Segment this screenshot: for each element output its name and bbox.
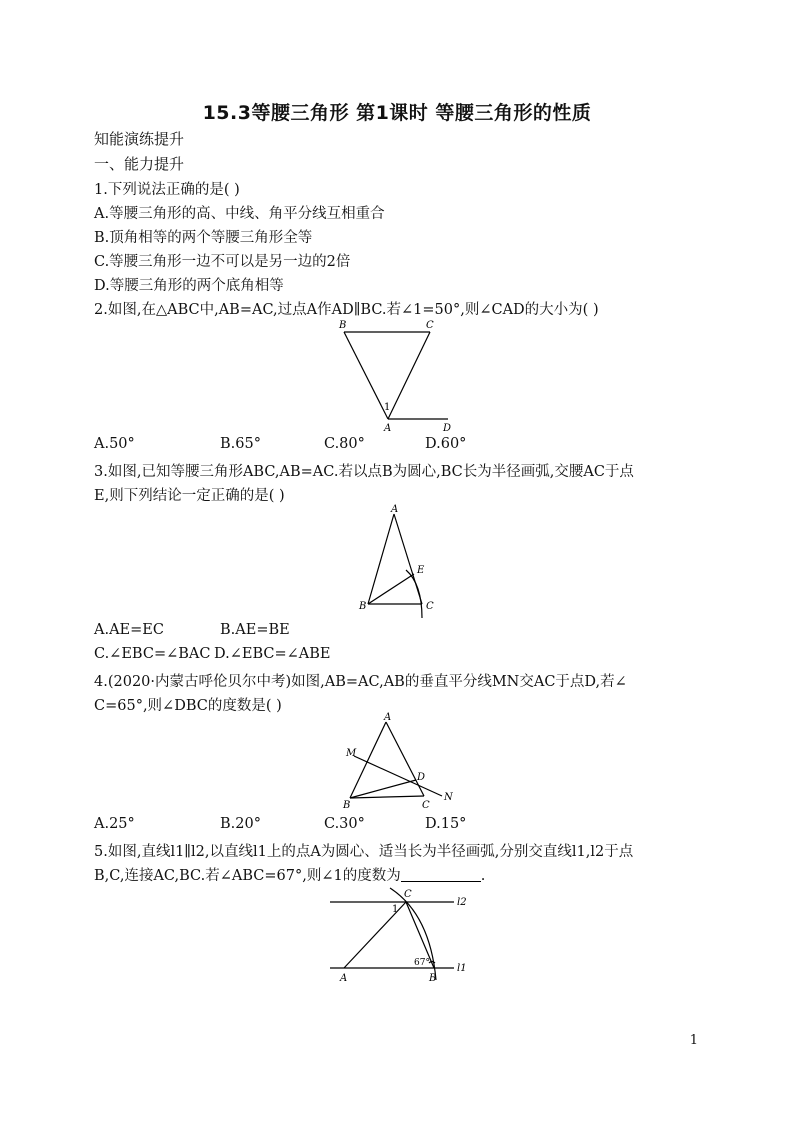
q5-stem-end: . bbox=[480, 868, 486, 884]
subsection-heading: 一、能力提升 bbox=[94, 155, 185, 173]
q3-label-c: C bbox=[426, 601, 434, 612]
q5-label-c: C bbox=[404, 889, 412, 900]
q1-option-d: D.等腰三角形的两个底角相等 bbox=[94, 278, 284, 294]
q4-option-a: A.25° bbox=[94, 816, 135, 832]
q4-label-b: B bbox=[343, 800, 351, 811]
q4-stem-line1: 4.(2020·内蒙古呼伦贝尔中考)如图,AB=AC,AB的垂直平分线MN交AC于点D,若∠ bbox=[94, 674, 627, 690]
q2-label-d: D bbox=[443, 423, 452, 434]
q2-label-angle1: 1 bbox=[384, 402, 391, 413]
q5-figure bbox=[326, 884, 476, 986]
q4-label-d: D bbox=[417, 772, 426, 783]
q2-label-a: A bbox=[384, 423, 392, 434]
q4-figure bbox=[338, 710, 458, 814]
q5-label-l1: l1 bbox=[457, 963, 467, 974]
q3-label-a: A bbox=[391, 504, 399, 515]
q5-label-a: A bbox=[340, 973, 348, 984]
q2-segment-ab bbox=[344, 332, 391, 419]
q5-stem-line2 bbox=[94, 864, 485, 885]
q2-figure bbox=[330, 316, 460, 434]
q3-label-e: E bbox=[417, 565, 425, 576]
q4-label-c: C bbox=[422, 800, 430, 811]
q5-stem-line1: 5.如图,直线l1∥l2,以直线l1上的点A为圆心、适当长为半径画弧,分别交直线l1,l2于点 bbox=[94, 844, 634, 860]
q3-stem-line2: E,则下列结论一定正确的是( ) bbox=[94, 488, 285, 504]
q4-option-c: C.30° bbox=[324, 816, 365, 832]
q2-option-d: D.60° bbox=[425, 436, 467, 452]
q5-label-b: B bbox=[429, 973, 437, 984]
q4-label-a: A bbox=[384, 712, 392, 723]
q4-label-n: N bbox=[444, 792, 453, 803]
q3-figure bbox=[352, 502, 442, 620]
q5-answer-blank[interactable] bbox=[401, 867, 481, 882]
q3-option-a: A.AE=EC bbox=[94, 622, 164, 638]
q4-stem-line2: C=65°,则∠DBC的度数是( ) bbox=[94, 698, 282, 714]
q2-option-b: B.65° bbox=[220, 436, 261, 452]
section-heading: 知能演练提升 bbox=[94, 130, 185, 148]
q1-option-b: B.顶角相等的两个等腰三角形全等 bbox=[94, 230, 313, 246]
q5-label-angle1: 1 bbox=[392, 904, 399, 915]
q5-stem-text: B,C,连接AC,BC.若∠ABC=67°,则∠1的度数为 bbox=[94, 868, 401, 884]
page-title: 15.3等腰三角形 第1课时 等腰三角形的性质 bbox=[202, 102, 592, 124]
q4-option-d: D.15° bbox=[425, 816, 467, 832]
q3-option-d: D.∠EBC=∠ABE bbox=[214, 646, 331, 662]
q3-segment-ac bbox=[394, 514, 422, 604]
q4-line-mn bbox=[354, 756, 442, 796]
q2-option-c: C.80° bbox=[324, 436, 365, 452]
q4-segment-bc bbox=[350, 796, 424, 798]
q3-label-b: B bbox=[359, 601, 367, 612]
q1-option-c: C.等腰三角形一边不可以是另一边的2倍 bbox=[94, 254, 351, 270]
q1-stem: 1.下列说法正确的是( ) bbox=[94, 182, 240, 198]
q2-stem: 2.如图,在△ABC中,AB=AC,过点A作AD∥BC.若∠1=50°,则∠CAD的大小为( ) bbox=[94, 302, 599, 318]
q3-segment-ab bbox=[368, 514, 394, 604]
q3-option-b: B.AE=BE bbox=[220, 622, 290, 638]
q5-label-l2: l2 bbox=[457, 897, 467, 908]
q3-stem-line1: 3.如图,已知等腰三角形ABC,AB=AC.若以点B为圆心,BC长为半径画弧,交腰AC于点 bbox=[94, 464, 634, 480]
q4-label-m: M bbox=[346, 748, 357, 759]
q5-label-angle67: 67° bbox=[414, 958, 430, 968]
q4-segment-bd bbox=[350, 780, 416, 798]
q2-label-c: C bbox=[426, 320, 434, 331]
q2-label-b: B bbox=[339, 320, 347, 331]
q3-option-c: C.∠EBC=∠BAC bbox=[94, 646, 211, 662]
q1-option-a: A.等腰三角形的高、中线、角平分线互相重合 bbox=[94, 206, 385, 222]
q4-option-b: B.20° bbox=[220, 816, 261, 832]
q2-segment-ac bbox=[388, 332, 430, 419]
q2-option-a: A.50° bbox=[94, 436, 135, 452]
q4-segment-ab bbox=[350, 722, 386, 798]
page-number: 1 bbox=[689, 1033, 698, 1048]
